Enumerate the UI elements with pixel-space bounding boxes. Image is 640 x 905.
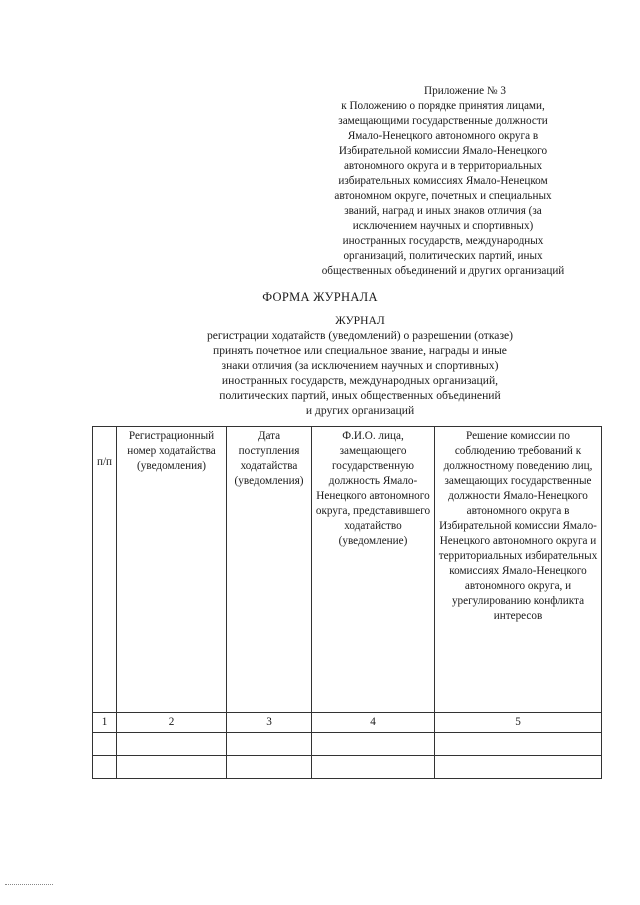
appendix-line: организаций, политических партий, иных bbox=[343, 250, 543, 262]
appendix-line: избирательных комиссиях Ямало-Ненецком bbox=[338, 175, 548, 187]
empty-cell bbox=[227, 733, 312, 756]
journal-line: знаки отличия (за исключением научных и спортивных) bbox=[221, 359, 499, 372]
column-number: 3 bbox=[227, 713, 312, 733]
empty-cell bbox=[227, 756, 312, 779]
header-cell-decision: Решение комиссии по соблюдению требований к должностному поведению лиц, замещающих государственные должности Ямало-Ненецкого автономного округа в Избирательной комиссии Ямало-Ненецкого автономного округа и территориальных избирательных комиссиях Ямало-Ненецкого автономного округа, и урегулированию конфликта интересов bbox=[435, 427, 602, 713]
empty-cell bbox=[117, 733, 227, 756]
journal-line: регистрации ходатайств (уведомлений) о разрешении (отказе) bbox=[206, 329, 514, 342]
appendix-line: исключением научных и спортивных) bbox=[352, 220, 534, 232]
journal-heading bbox=[150, 313, 570, 418]
header-cell-reg-number: Регистрационный номер ходатайства (уведомления) bbox=[117, 427, 227, 713]
journal-line: принять почетное или специальное звание, награды и иные bbox=[213, 344, 507, 357]
appendix-line: к Положению о порядке принятия лицами, bbox=[341, 100, 545, 112]
table-row bbox=[93, 756, 602, 779]
column-number: 5 bbox=[435, 713, 602, 733]
journal-line: и других организаций bbox=[305, 404, 415, 417]
journal-title: ЖУРНАЛ bbox=[335, 314, 385, 327]
column-number-row bbox=[93, 713, 602, 733]
appendix-line: Ямало-Ненецкого автономного округа в bbox=[347, 130, 539, 142]
header-cell-number: п/п bbox=[93, 427, 117, 713]
table-header-row bbox=[93, 427, 602, 713]
empty-cell bbox=[312, 756, 435, 779]
appendix-header bbox=[300, 84, 586, 279]
table-row bbox=[93, 733, 602, 756]
header-cell-person: Ф.И.О. лица, замещающего государственную должность Ямало-Ненецкого автономного округа, представившего ходатайство (уведомление) bbox=[312, 427, 435, 713]
appendix-line: замещающими государственные должности bbox=[338, 115, 548, 127]
appendix-line: автономного округа и в территориальных bbox=[343, 160, 543, 172]
header-cell-date: Дата поступления ходатайства (уведомления) bbox=[227, 427, 312, 713]
registration-table bbox=[92, 426, 602, 779]
journal-line: иностранных государств, международных организаций, bbox=[221, 374, 499, 387]
appendix-line: общественных объединений и других организаций bbox=[321, 265, 565, 277]
footer-dotted-line bbox=[5, 884, 53, 885]
empty-cell bbox=[435, 756, 602, 779]
form-title: ФОРМА ЖУРНАЛА bbox=[262, 290, 378, 304]
column-number: 1 bbox=[93, 713, 117, 733]
empty-cell bbox=[117, 756, 227, 779]
column-number: 4 bbox=[312, 713, 435, 733]
empty-cell bbox=[435, 733, 602, 756]
empty-cell bbox=[93, 756, 117, 779]
appendix-line: Приложение № 3 bbox=[424, 85, 506, 97]
journal-line: политических партий, иных общественных объединений bbox=[219, 389, 501, 402]
appendix-line: Избирательной комиссии Ямало-Ненецкого bbox=[338, 145, 548, 157]
column-number: 2 bbox=[117, 713, 227, 733]
empty-cell bbox=[312, 733, 435, 756]
appendix-line: автономном округе, почетных и специальных bbox=[334, 190, 552, 202]
empty-cell bbox=[93, 733, 117, 756]
appendix-line: званий, наград и иных знаков отличия (за bbox=[344, 205, 542, 217]
appendix-line: иностранных государств, международных bbox=[342, 235, 544, 247]
